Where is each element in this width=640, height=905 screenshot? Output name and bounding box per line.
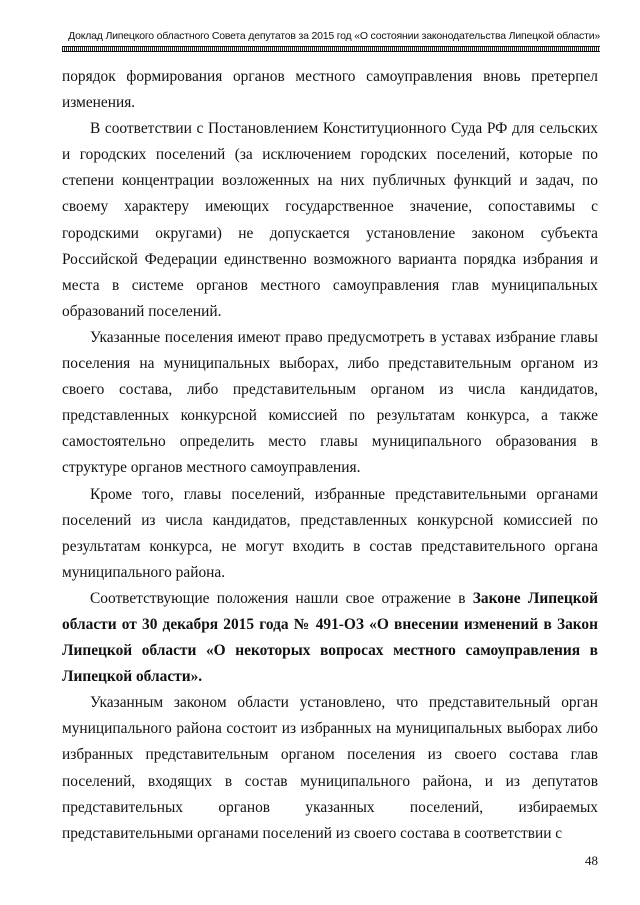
header-rule bbox=[62, 46, 600, 52]
paragraph-settlements-rights: Указанные поселения имеют право предусмотреть в уставах избрание главы поселения на муниципальных выборах, либо представительным органом из своего состава, либо представительным органом из числа кандидатов, представленных конкурсной комиссией по результатам конкурса, а также самостоятельно определить место главы муниципального образования в структуре органов местного самоуправления. bbox=[62, 328, 598, 477]
paragraph-heads-restriction: Кроме того, главы поселений, избранные представительными органами поселений из числа кандидатов, представленных конкурсной комиссией по результатам конкурса, не могут входить в состав представительного органа муниципального района. bbox=[62, 485, 598, 581]
page-number: 48 bbox=[585, 853, 598, 868]
paragraph-law-reference bbox=[62, 586, 598, 690]
law-reference-intro: Соответствующие положения нашли свое отражение в bbox=[90, 589, 473, 607]
law-reference-title: Законе Липецкой области от 30 декабря 2015 года № 491-ОЗ «О внесении изменений в Закон Липецкой области «О некоторых вопросах местного самоуправления в Липецкой области». bbox=[62, 589, 598, 686]
paragraph-continuation: порядок формирования органов местного самоуправления вновь претерпел изменения. bbox=[62, 68, 598, 112]
document-body bbox=[62, 64, 598, 847]
paragraph-constitutional-court: В соответствии с Постановлением Конституционного Суда РФ для сельских и городских поселений (за исключением городских поселений, которые по степени концентрации возложенных на них публичных функций и задач, по своему характеру имеющих государственное значение, сопоставимы с городскими округами) не допускается установление законом субъекта Российской Федерации единственно возможного варианта порядка избрания и места в системе органов местного самоуправления глав муниципальных образований поселений. bbox=[62, 120, 598, 320]
running-header: Доклад Липецкого областного Совета депутатов за 2015 год «О состоянии законодательства Липецкой области» bbox=[68, 30, 600, 42]
paragraph-law-provisions: Указанным законом области установлено, что представительный орган муниципального района состоит из избранных на муниципальных выборах либо избранных представительным органом поселения из своего состава глав поселений, входящих в состав муниципального района, и из депутатов представительных органов указанных поселений, избираемых представительными органами поселений из своего состава в соответствии с bbox=[62, 694, 598, 842]
